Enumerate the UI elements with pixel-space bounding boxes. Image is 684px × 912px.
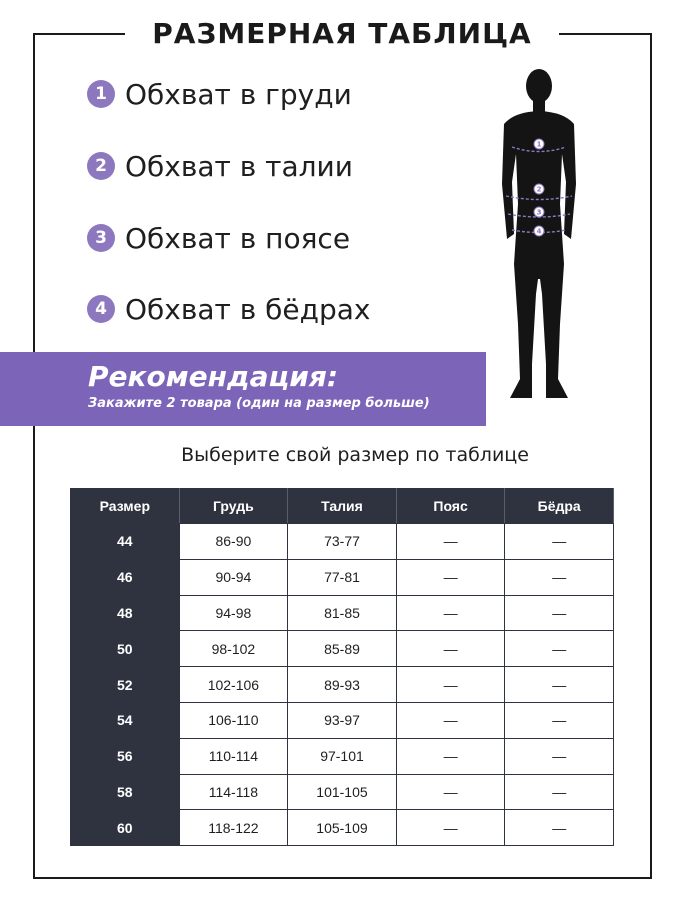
cell-chest: 110-114 bbox=[179, 738, 288, 774]
measure-item-waist bbox=[87, 146, 353, 186]
measure-item-chest bbox=[87, 74, 352, 114]
cell-chest: 86-90 bbox=[179, 524, 288, 560]
cell-size: 58 bbox=[71, 774, 180, 810]
cell-belt: — bbox=[396, 774, 505, 810]
cell-size: 50 bbox=[71, 631, 180, 667]
table-row bbox=[71, 810, 614, 846]
figure-marker-4: 4 bbox=[536, 227, 542, 236]
cell-chest: 102-106 bbox=[179, 667, 288, 703]
header-belt: Пояс bbox=[396, 489, 505, 524]
number-badge-2: 2 bbox=[87, 152, 115, 180]
cell-waist: 73-77 bbox=[288, 524, 397, 560]
measure-label-hips: Обхват в бёдрах bbox=[125, 292, 371, 326]
cell-waist: 93-97 bbox=[288, 702, 397, 738]
cell-hips: — bbox=[505, 595, 614, 631]
cell-hips: — bbox=[505, 774, 614, 810]
cell-hips: — bbox=[505, 667, 614, 703]
cell-belt: — bbox=[396, 595, 505, 631]
table-header-row bbox=[71, 489, 614, 524]
body-silhouette-icon bbox=[484, 64, 594, 404]
cell-size: 54 bbox=[71, 702, 180, 738]
cell-belt: — bbox=[396, 559, 505, 595]
header-chest: Грудь bbox=[179, 489, 288, 524]
cell-belt: — bbox=[396, 810, 505, 846]
cell-size: 48 bbox=[71, 595, 180, 631]
page-title: РАЗМЕРНАЯ ТАБЛИЦА bbox=[125, 14, 559, 54]
cell-chest: 90-94 bbox=[179, 559, 288, 595]
cell-waist: 101-105 bbox=[288, 774, 397, 810]
cell-belt: — bbox=[396, 667, 505, 703]
cell-size: 56 bbox=[71, 738, 180, 774]
measure-label-chest: Обхват в груди bbox=[125, 77, 352, 111]
cell-waist: 85-89 bbox=[288, 631, 397, 667]
figure-marker-1: 1 bbox=[536, 140, 542, 149]
cell-waist: 81-85 bbox=[288, 595, 397, 631]
cell-hips: — bbox=[505, 810, 614, 846]
cell-waist: 89-93 bbox=[288, 667, 397, 703]
table-row bbox=[71, 738, 614, 774]
table-row bbox=[71, 631, 614, 667]
table-caption: Выберите свой размер по таблице bbox=[181, 444, 529, 466]
table-row bbox=[71, 595, 614, 631]
measure-item-belt bbox=[87, 218, 350, 258]
number-badge-1: 1 bbox=[87, 80, 115, 108]
table-row bbox=[71, 667, 614, 703]
cell-hips: — bbox=[505, 738, 614, 774]
table-row bbox=[71, 702, 614, 738]
cell-hips: — bbox=[505, 524, 614, 560]
size-table bbox=[70, 488, 614, 846]
cell-belt: — bbox=[396, 524, 505, 560]
measure-label-belt: Обхват в поясе bbox=[125, 221, 351, 255]
cell-chest: 98-102 bbox=[179, 631, 288, 667]
header-size: Размер bbox=[71, 489, 180, 524]
number-badge-3: 3 bbox=[87, 224, 115, 252]
cell-size: 46 bbox=[71, 559, 180, 595]
table-row bbox=[71, 774, 614, 810]
recommendation-title: Рекомендация: bbox=[88, 360, 339, 393]
cell-size: 44 bbox=[71, 524, 180, 560]
header-hips: Бёдра bbox=[505, 489, 614, 524]
figure-marker-3: 3 bbox=[536, 208, 542, 217]
header-waist: Талия bbox=[288, 489, 397, 524]
cell-belt: — bbox=[396, 631, 505, 667]
cell-hips: — bbox=[505, 559, 614, 595]
cell-waist: 77-81 bbox=[288, 559, 397, 595]
measure-item-hips bbox=[87, 289, 371, 329]
figure-marker-2: 2 bbox=[536, 185, 542, 194]
cell-size: 60 bbox=[71, 810, 180, 846]
cell-belt: — bbox=[396, 738, 505, 774]
table-row bbox=[71, 524, 614, 560]
cell-chest: 106-110 bbox=[179, 702, 288, 738]
measure-label-waist: Обхват в талии bbox=[125, 149, 353, 183]
cell-hips: — bbox=[505, 631, 614, 667]
cell-belt: — bbox=[396, 702, 505, 738]
cell-chest: 114-118 bbox=[179, 774, 288, 810]
recommendation-text: Закажите 2 товара (один на размер больше) bbox=[88, 396, 430, 411]
cell-chest: 118-122 bbox=[179, 810, 288, 846]
table-row bbox=[71, 559, 614, 595]
cell-waist: 97-101 bbox=[288, 738, 397, 774]
cell-hips: — bbox=[505, 702, 614, 738]
cell-size: 52 bbox=[71, 667, 180, 703]
cell-chest: 94-98 bbox=[179, 595, 288, 631]
cell-waist: 105-109 bbox=[288, 810, 397, 846]
number-badge-4: 4 bbox=[87, 295, 115, 323]
